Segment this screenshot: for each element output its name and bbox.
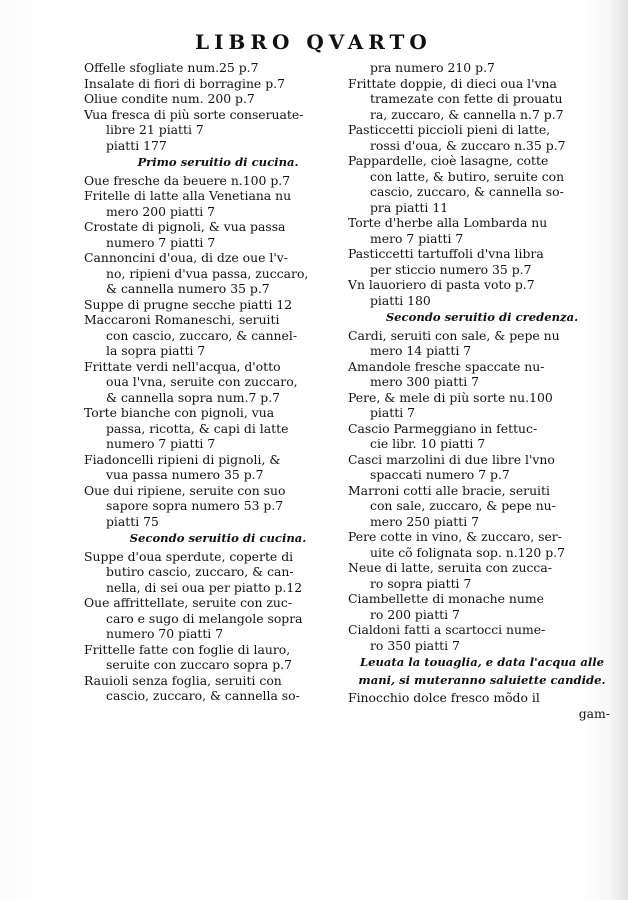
text-line: Rauioli senza foglia, seruiti con bbox=[84, 672, 282, 688]
text-line: Oue fresche da beuere n.100 p.7 bbox=[84, 172, 291, 188]
text-line: Pasticcetti piccioli pieni di latte, bbox=[348, 122, 551, 137]
section-heading: Secondo seruitio di credenza. bbox=[385, 310, 579, 324]
text-line: ra, zuccaro, & cannella n.7 p.7 bbox=[370, 106, 564, 122]
text-line: mero 200 piatti 7 bbox=[106, 203, 216, 219]
text-line: con sale, zuccaro, & pepe nu- bbox=[370, 498, 556, 513]
section-heading: Secondo seruitio di cucina. bbox=[129, 531, 307, 545]
text-line: sapore sopra numero 53 p.7 bbox=[106, 498, 284, 513]
text-line: Insalate di fiori di borragine p.7 bbox=[84, 75, 285, 91]
text-line: Suppe d'oua sperdute, coperte di bbox=[84, 548, 294, 564]
text-line: uite cõ folignata sop. n.120 p.7 bbox=[370, 544, 565, 560]
page-edge-shadow bbox=[610, 0, 628, 900]
text-line: Marroni cotti alle bracie, seruiti bbox=[348, 482, 550, 498]
text-line: la sopra piatti 7 bbox=[106, 343, 206, 358]
running-head: LIBRO QVARTO bbox=[195, 30, 432, 54]
text-line: Cannoncini d'oua, di dze oue l'v- bbox=[84, 250, 288, 265]
text-line: Crostate di pignoli, & vua passa bbox=[84, 219, 286, 234]
text-line: per sticcio numero 35 p.7 bbox=[370, 261, 532, 277]
text-line: con latte, & butiro, seruite con bbox=[370, 168, 565, 184]
text-line: Offelle sfogliate num.25 p.7 bbox=[84, 60, 259, 75]
text-line: mero 14 piatti 7 bbox=[370, 343, 472, 358]
text-line: Pasticcetti tartuffoli d'vna libra bbox=[348, 246, 544, 261]
text-line: Frittate doppie, di dieci oua l'vna bbox=[348, 75, 557, 91]
text-line: Neue di latte, seruita con zucca- bbox=[348, 560, 552, 575]
text-line: oua l'vna, seruite con zuccaro, bbox=[106, 374, 298, 389]
text-line: piatti 75 bbox=[106, 513, 159, 529]
section-heading: Leuata la touaglia, e data l'acqua alle bbox=[359, 655, 605, 669]
text-line: pra piatti 11 bbox=[370, 199, 449, 215]
text-line: libre 21 piatti 7 bbox=[106, 122, 204, 137]
text-line: Amandole fresche spaccate nu- bbox=[348, 358, 545, 374]
text-line: Vn lauoriero di pasta voto p.7 bbox=[348, 277, 535, 292]
text-line: butiro cascio, zuccaro, & can- bbox=[106, 564, 294, 579]
text-line: mero 300 piatti 7 bbox=[370, 374, 480, 389]
text-line: Frittelle fatte con foglie di lauro, bbox=[84, 641, 291, 657]
text-line: Oliue condite num. 200 p.7 bbox=[84, 91, 255, 106]
text-line: numero 7 piatti 7 bbox=[106, 234, 216, 250]
text-line: & cannella sopra num.7 p.7 bbox=[106, 389, 281, 405]
text-line: pra numero 210 p.7 bbox=[370, 60, 495, 75]
text-line: numero 7 piatti 7 bbox=[106, 436, 216, 451]
text-line: ro 350 piatti 7 bbox=[370, 637, 460, 653]
text-line: Pere, & mele di più sorte nu.100 bbox=[348, 389, 553, 405]
section-heading: Primo seruitio di cucina. bbox=[137, 155, 299, 169]
text-line: Finocchio dolce fresco mõdo il bbox=[348, 690, 540, 705]
text-line: mero 250 piatti 7 bbox=[370, 513, 480, 529]
text-line: no, ripieni d'vua passa, zuccaro, bbox=[106, 265, 309, 281]
text-line: vua passa numero 35 p.7 bbox=[106, 467, 264, 482]
text-line: cie libr. 10 piatti 7 bbox=[370, 436, 486, 451]
text-line: Ciambellette di monache nume bbox=[348, 591, 544, 606]
section-heading: mani, si muteranno saluiette candide. bbox=[358, 672, 606, 687]
text-line: nella, di sei oua per piatto p.12 bbox=[106, 579, 303, 595]
text-line: Torte bianche con pignoli, vua bbox=[84, 405, 275, 420]
text-line: Pappardelle, cioè lasagne, cotte bbox=[348, 153, 549, 168]
text-line: Frittate verdi nell'acqua, d'otto bbox=[84, 358, 281, 374]
text-line: con cascio, zuccaro, & cannel- bbox=[106, 327, 298, 343]
text-line: mero 7 piatti 7 bbox=[370, 230, 464, 246]
text-line: piatti 7 bbox=[370, 405, 416, 420]
text-line: Oue affrittellate, seruite con zuc- bbox=[84, 595, 293, 610]
text-line: Vua fresca di più sorte conseruate- bbox=[84, 106, 304, 122]
text-line: gam- bbox=[578, 705, 610, 721]
text-line: Cascio Parmeggiano in fettuc- bbox=[348, 420, 538, 436]
text-line: ro 200 piatti 7 bbox=[370, 606, 460, 622]
text-line: Casci marzolini di due libre l'vno bbox=[348, 451, 555, 467]
text-line: Fritelle di latte alla Venetiana nu bbox=[84, 188, 292, 203]
text-line: Torte d'herbe alla Lombarda nu bbox=[348, 215, 548, 230]
text-line: cascio, zuccaro, & cannella so- bbox=[370, 184, 564, 199]
text-line: Oue dui ripiene, seruite con suo bbox=[84, 482, 286, 498]
text-line: caro e sugo di melangole sopra bbox=[106, 610, 303, 626]
text-line: Cialdoni fatti a scartocci nume- bbox=[348, 622, 546, 637]
text-line: Suppe di prugne secche piatti 12 bbox=[84, 296, 293, 312]
text-line: cascio, zuccaro, & cannella so- bbox=[106, 688, 300, 703]
text-line: piatti 177 bbox=[106, 137, 167, 153]
text-line: & cannella numero 35 p.7 bbox=[106, 281, 270, 296]
text-line: seruite con zuccaro sopra p.7 bbox=[106, 657, 292, 672]
text-line: tramezate con fette di prouatu bbox=[370, 91, 563, 106]
text-line: Maccaroni Romaneschi, seruiti bbox=[84, 312, 280, 327]
text-line: piatti 180 bbox=[370, 292, 431, 308]
text-line: Pere cotte in vino, & zuccaro, ser- bbox=[348, 529, 562, 544]
right-column bbox=[348, 60, 616, 721]
text-line: ro sopra piatti 7 bbox=[370, 575, 472, 591]
text-line: numero 70 piatti 7 bbox=[106, 626, 224, 641]
text-line: spaccati numero 7 p.7 bbox=[370, 467, 510, 482]
text-line: passa, ricotta, & capi di latte bbox=[106, 420, 289, 436]
text-line: Cardi, seruiti con sale, & pepe nu bbox=[348, 327, 560, 343]
text-line: rossi d'oua, & zuccaro n.35 p.7 bbox=[370, 137, 566, 153]
left-column bbox=[84, 60, 352, 704]
text-line: Fiadoncelli ripieni di pignoli, & bbox=[84, 451, 281, 467]
